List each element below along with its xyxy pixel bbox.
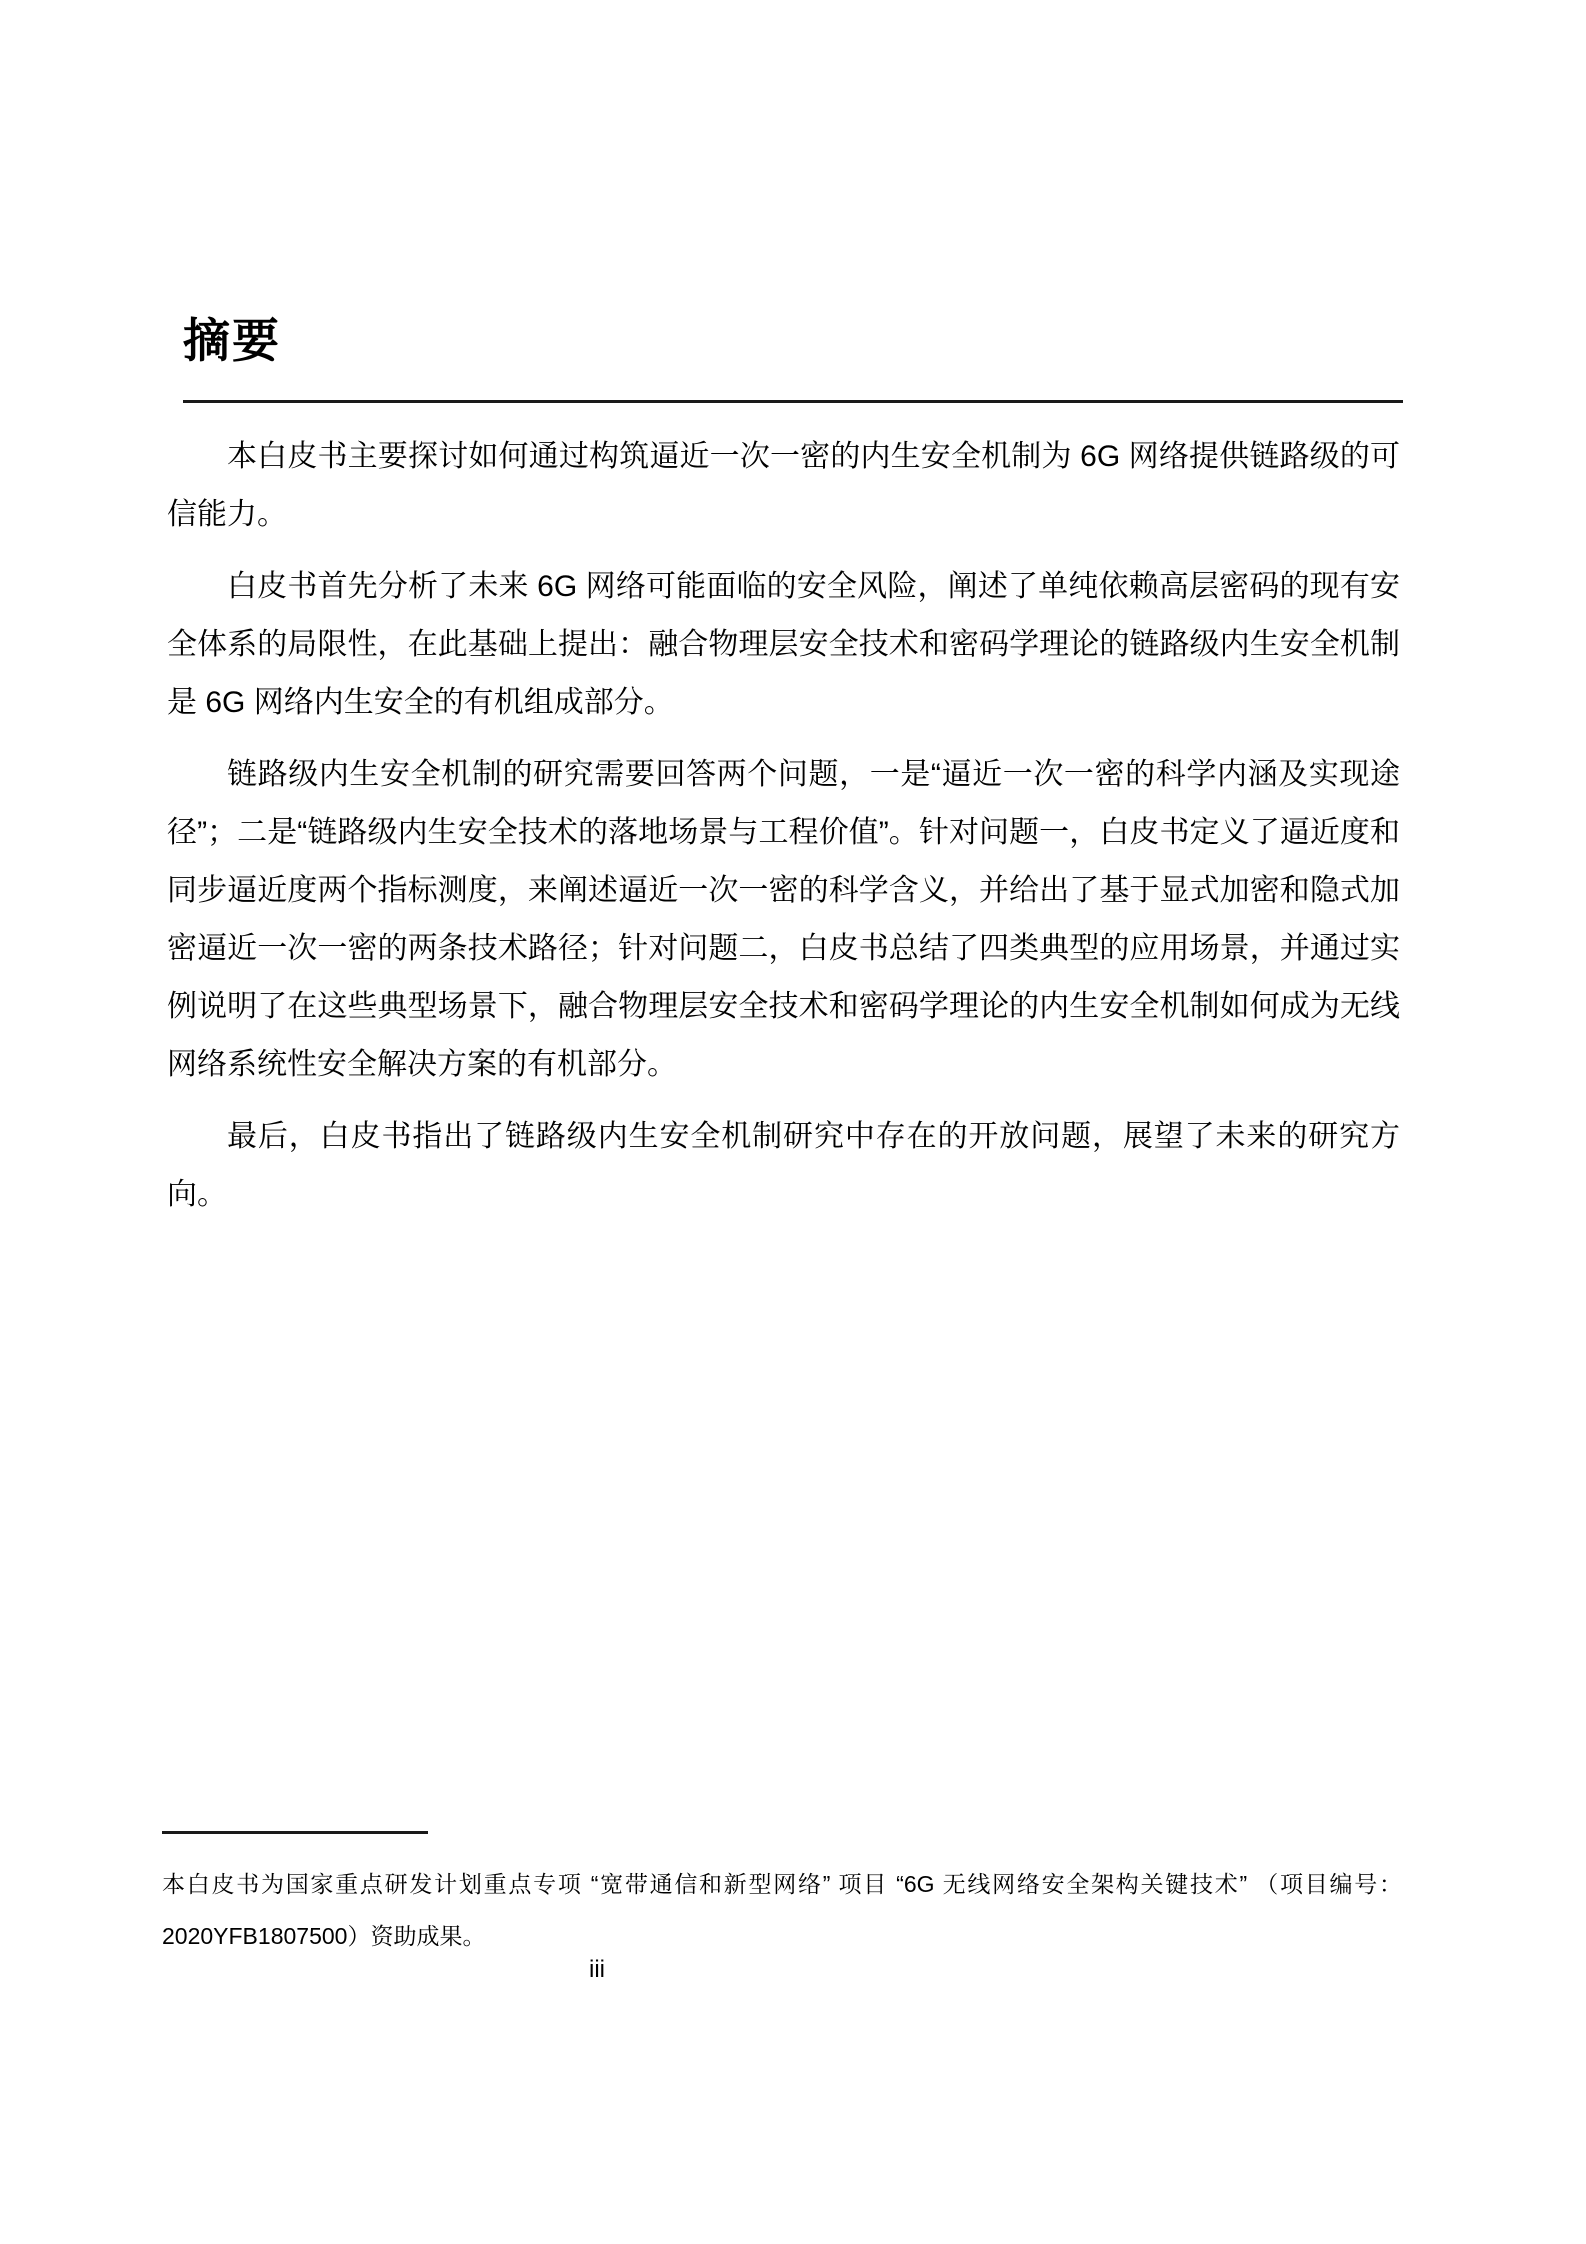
footnote-text: 本白皮书为国家重点研发计划重点专项 “宽带通信和新型网络” 项目 “6G 无线网络安全架构关键技术” （项目编号：2020YFB1807500）资助成果。 xyxy=(162,1871,1402,1949)
title-divider xyxy=(183,400,1403,403)
abstract-paragraph-1: 本白皮书主要探讨如何通过构筑逼近一次一密的内生安全机制为 6G 网络提供链路级的可信能力。 xyxy=(167,440,1400,531)
abstract-paragraph-2: 白皮书首先分析了未来 6G 网络可能面临的安全风险，阐述了单纯依赖高层密码的现有安全体系的局限性，在此基础上提出：融合物理层安全技术和密码学理论的链路级内生安全机制是 6G 网络内生安全的有机组成部分。 xyxy=(167,570,1400,719)
abstract-body xyxy=(167,428,1400,1238)
abstract-paragraph-4: 最后，白皮书指出了链路级内生安全机制研究中存在的开放问题，展望了未来的研究方向。 xyxy=(167,1120,1400,1211)
page-number: iii xyxy=(589,1956,605,1983)
abstract-paragraph-3: 链路级内生安全机制的研究需要回答两个问题，一是“逼近一次一密的科学内涵及实现途径”；二是“链路级内生安全技术的落地场景与工程价值”。针对问题一，白皮书定义了逼近度和同步逼近度两个指标测度，来阐述逼近一次一密的科学含义，并给出了基于显式加密和隐式加密逼近一次一密的两条技术路径；针对问题二，白皮书总结了四类典型的应用场景，并通过实例说明了在这些典型场景下，融合物理层安全技术和密码学理论的内生安全机制如何成为无线网络系统性安全解决方案的有机部分。 xyxy=(167,758,1400,1081)
page-title: 摘要 xyxy=(183,314,281,367)
footnote-divider xyxy=(162,1831,428,1834)
